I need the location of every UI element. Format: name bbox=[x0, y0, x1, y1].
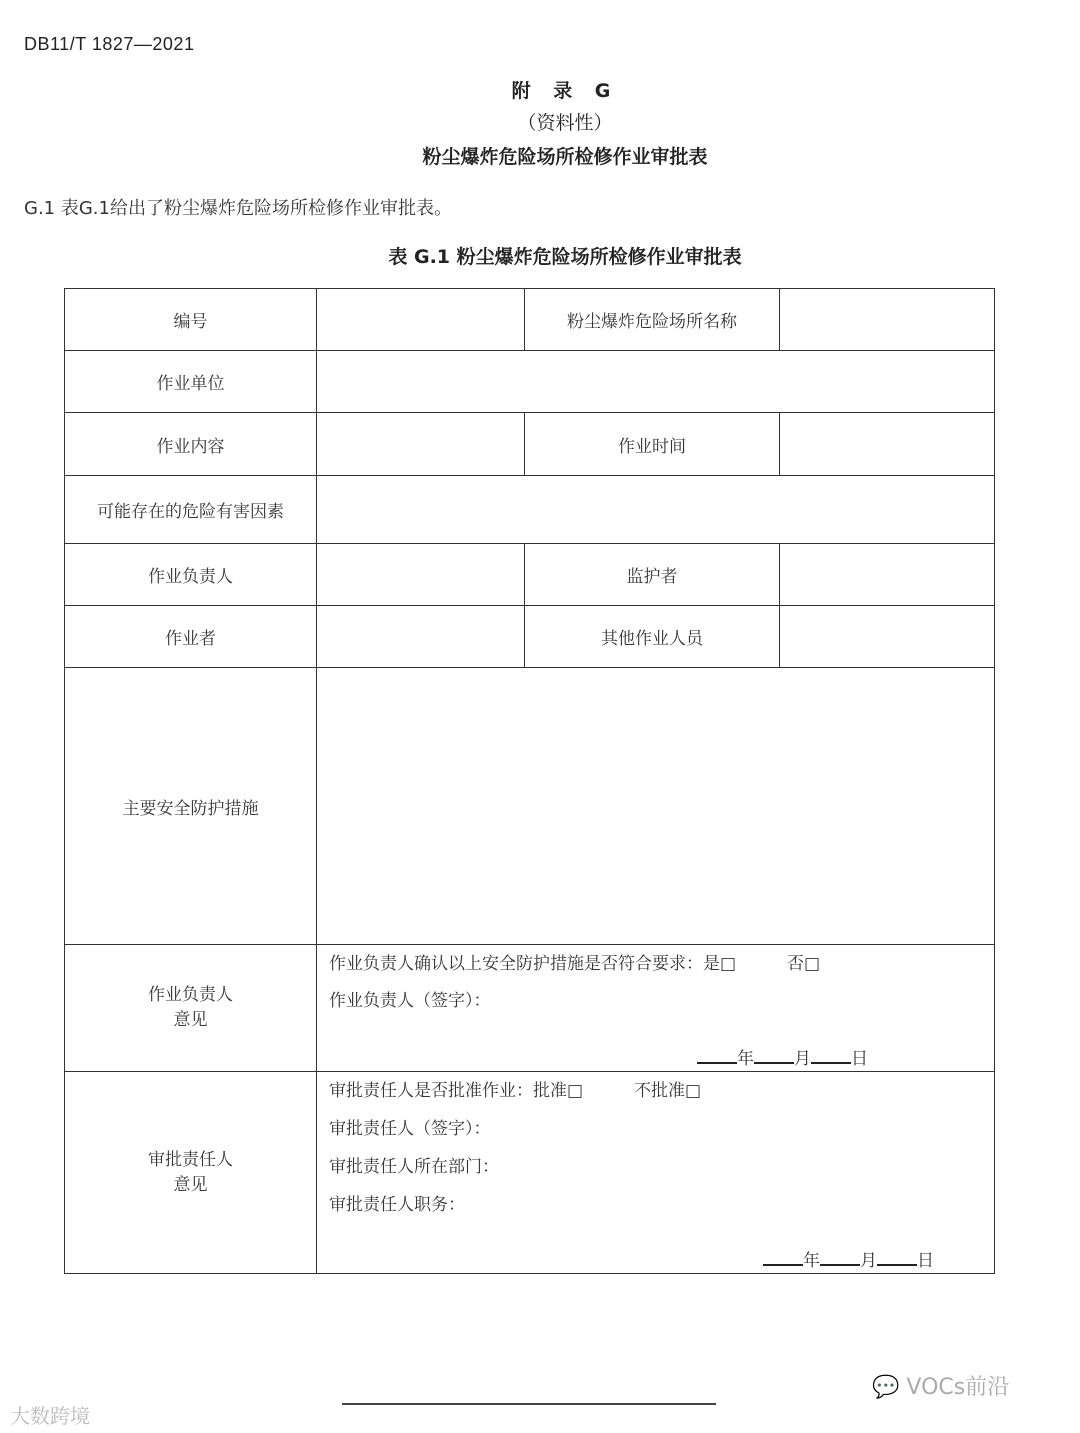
table-row bbox=[65, 476, 995, 544]
label-approver-opinion: 审批责任人 意见 bbox=[65, 1072, 317, 1274]
label-work-leader: 作业负责人 bbox=[65, 544, 317, 606]
table-row bbox=[65, 668, 995, 945]
approve-question-text: 审批责任人是否批准作业：批准□ 不批准□ bbox=[329, 1081, 702, 1101]
appendix-title: 粉尘爆炸危险场所检修作业审批表 bbox=[422, 146, 708, 168]
table-row bbox=[65, 289, 995, 351]
approver-dept-text: 审批责任人所在部门： bbox=[329, 1157, 499, 1177]
label-worker: 作业者 bbox=[65, 606, 317, 668]
label-guardian: 监护者 bbox=[525, 544, 780, 606]
document-code: DB11/T 1827—2021 bbox=[24, 34, 195, 54]
approver-sign-text: 审批责任人（签字）： bbox=[329, 1119, 491, 1139]
field-safety-measures[interactable] bbox=[317, 668, 995, 945]
label-work-content: 作业内容 bbox=[65, 413, 317, 476]
label-safety-measures: 主要安全防护措施 bbox=[65, 668, 317, 945]
label-serial-no: 编号 bbox=[65, 289, 317, 351]
label-work-unit: 作业单位 bbox=[65, 351, 317, 413]
leader-sign-text: 作业负责人（签字）： bbox=[329, 991, 491, 1011]
field-work-time[interactable] bbox=[780, 413, 995, 476]
label-hazards: 可能存在的危险有害因素 bbox=[65, 476, 317, 544]
field-guardian[interactable] bbox=[780, 544, 995, 606]
intro-text: G.1 表G.1给出了粉尘爆炸危险场所检修作业审批表。 bbox=[24, 198, 452, 219]
appendix-nature: （资料性） bbox=[517, 112, 613, 134]
approval-form-table bbox=[64, 288, 995, 1274]
field-hazards[interactable] bbox=[317, 476, 995, 544]
label-site-name: 粉尘爆炸危险场所名称 bbox=[525, 289, 780, 351]
field-other-workers[interactable] bbox=[780, 606, 995, 668]
field-site-name[interactable] bbox=[780, 289, 995, 351]
table-row bbox=[65, 413, 995, 476]
label-leader-opinion: 作业负责人 意见 bbox=[65, 945, 317, 1072]
field-work-unit[interactable] bbox=[317, 351, 995, 413]
table-row bbox=[65, 1072, 995, 1274]
watermark-left: 大数跨境 bbox=[10, 1404, 90, 1428]
watermark-right: 💬 VOCs前沿 bbox=[872, 1375, 1010, 1400]
table-row bbox=[65, 544, 995, 606]
label-work-time: 作业时间 bbox=[525, 413, 780, 476]
approver-title-text: 审批责任人职务： bbox=[329, 1195, 465, 1215]
field-approver-opinion[interactable] bbox=[317, 1072, 995, 1274]
approver-date: 年 月 日 bbox=[763, 1246, 934, 1271]
table-row bbox=[65, 945, 995, 1072]
label-other-workers: 其他作业人员 bbox=[525, 606, 780, 668]
table-row bbox=[65, 351, 995, 413]
field-leader-opinion[interactable] bbox=[317, 945, 995, 1072]
wechat-icon: 💬 bbox=[872, 1375, 900, 1400]
field-work-content[interactable] bbox=[317, 413, 525, 476]
field-work-leader[interactable] bbox=[317, 544, 525, 606]
field-worker[interactable] bbox=[317, 606, 525, 668]
table-caption: 表 G.1 粉尘爆炸危险场所检修作业审批表 bbox=[388, 246, 742, 268]
appendix-label: 附 录 G bbox=[511, 80, 619, 102]
table-row bbox=[65, 606, 995, 668]
leader-date: 年 月 日 bbox=[697, 1044, 868, 1069]
footer-divider bbox=[342, 1403, 716, 1405]
field-serial-no[interactable] bbox=[317, 289, 525, 351]
leader-confirm-text: 作业负责人确认以上安全防护措施是否符合要求：是□ 否□ bbox=[329, 954, 821, 974]
